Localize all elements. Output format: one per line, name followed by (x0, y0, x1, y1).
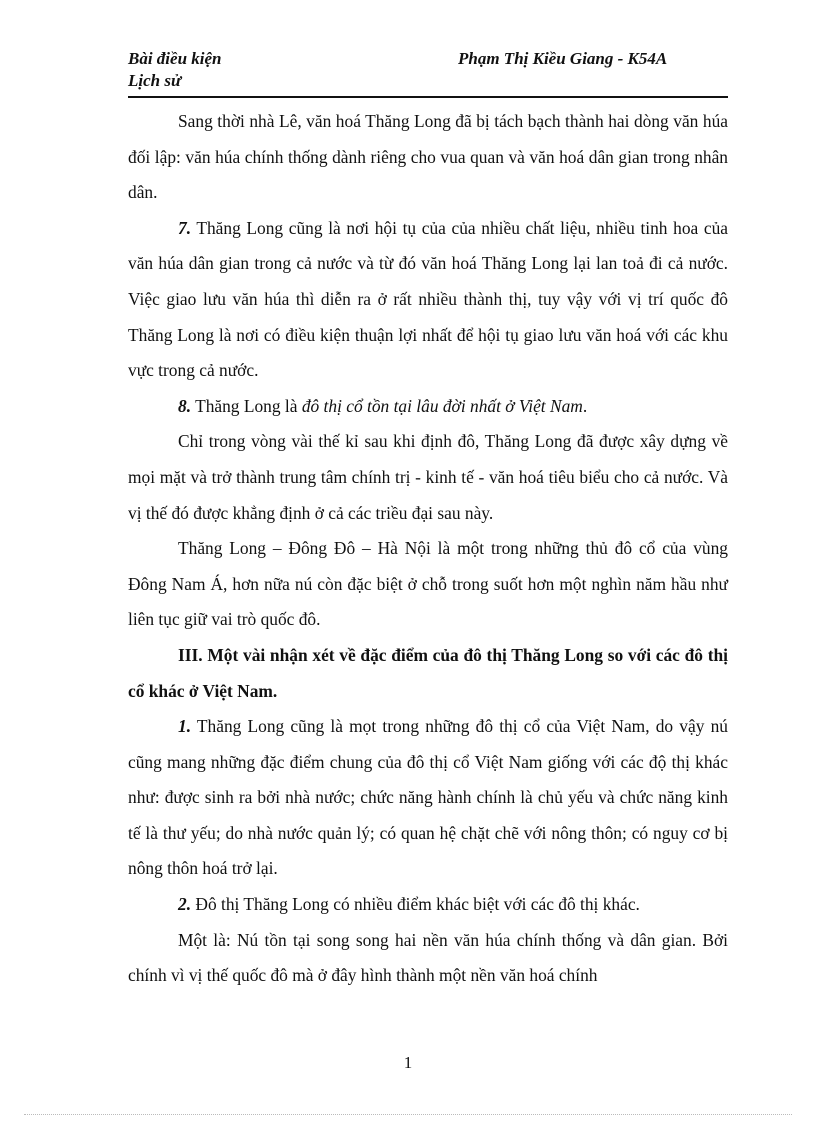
paragraph-3-end: . (582, 395, 588, 416)
paragraph-3-italic: đô thị cổ tồn tại lâu đời nhất ở Việt Nam (301, 395, 583, 416)
paragraph-8: Một là: Nú tồn tại song song hai nền văn húa chính thống và dân gian. Bởi chính vì vị thế quốc đô mà ở đây hình thành một nền văn hoá chính (128, 929, 728, 986)
paragraph-2-text: Thăng Long cũng là nơi hội tụ của của nhiều chất liệu, nhiều tinh hoa của văn húa dân gian trong cả nước và từ đó văn hoá Thăng Long lại lan toả đi cả nước. Việc giao lưu văn húa thì diễn ra ở rất nhiều thành thị, tuy vậy với vị trí quốc đô Thăng Long là nơi có điều kiện thuận lợi nhất để hội tụ giao lưu văn hoá với các khu vực trong cả nước. (128, 217, 728, 381)
header-subject-line2: Lịch sử (128, 71, 182, 90)
paragraph-2 (128, 211, 728, 389)
page-number: 1 (403, 1053, 413, 1072)
page-bottom-divider (24, 1114, 792, 1115)
paragraph-7 (128, 887, 728, 923)
paragraph-3-text: Thăng Long là (191, 395, 302, 416)
paragraph-3-number: 8. (178, 395, 192, 416)
header-subject: Bài điều kiện (128, 49, 222, 68)
header-author: Phạm Thị Kiều Giang - K54A (458, 49, 668, 68)
paragraph-6 (128, 709, 728, 887)
paragraph-5: Thăng Long – Đông Đô – Hà Nội là một trong những thủ đô cổ của vùng Đông Nam Á, hơn nữa nú còn đặc biệt ở chỗ trong suốt hơn một nghìn năm hầu như liên tục giữ vai trò quốc đô. (128, 538, 728, 630)
section-heading: III. Một vài nhận xét về đặc điểm của đô thị Thăng Long so với các đô thị cổ khác ở Việt Nam. (128, 644, 728, 701)
paragraph-7-number: 2. (178, 894, 192, 915)
page-header (128, 48, 728, 98)
document-body (128, 104, 728, 994)
paragraph-1: Sang thời nhà Lê, văn hoá Thăng Long đã bị tách bạch thành hai dòng văn húa đối lập: văn húa chính thống dành riêng cho vua quan và văn hoá dân gian trong nhân dân. (128, 111, 728, 203)
paragraph-2-number: 7. (178, 217, 192, 238)
paragraph-6-text: Thăng Long cũng là mọt trong những đô thị cổ của Việt Nam, do vậy nú cũng mang những đặc điểm chung của đô thị cổ Việt Nam giống với các độ thị khác như: được sinh ra bởi nhà nước; chức năng hành chính là chủ yếu và chức năng kinh tế là thư yếu; do nhà nước quản lý; có quan hệ chặt chẽ với nông thôn; có nguy cơ bị nông thôn hoá trở lại. (128, 716, 728, 879)
paragraph-4: Chỉ trong vòng vài thế kỉ sau khi định đô, Thăng Long đã được xây dựng về mọi mặt và trở thành trung tâm chính trị - kinh tế - văn hoá tiêu biểu cho cả nước. Và vị thế đó được khẳng định ở cả các triều đại sau này. (128, 431, 728, 523)
paragraph-3 (128, 389, 728, 425)
paragraph-7-text: Đô thị Thăng Long có nhiều điểm khác biệt với các đô thị khác. (191, 894, 640, 915)
paragraph-6-number: 1. (178, 716, 192, 737)
header-left (128, 48, 222, 92)
